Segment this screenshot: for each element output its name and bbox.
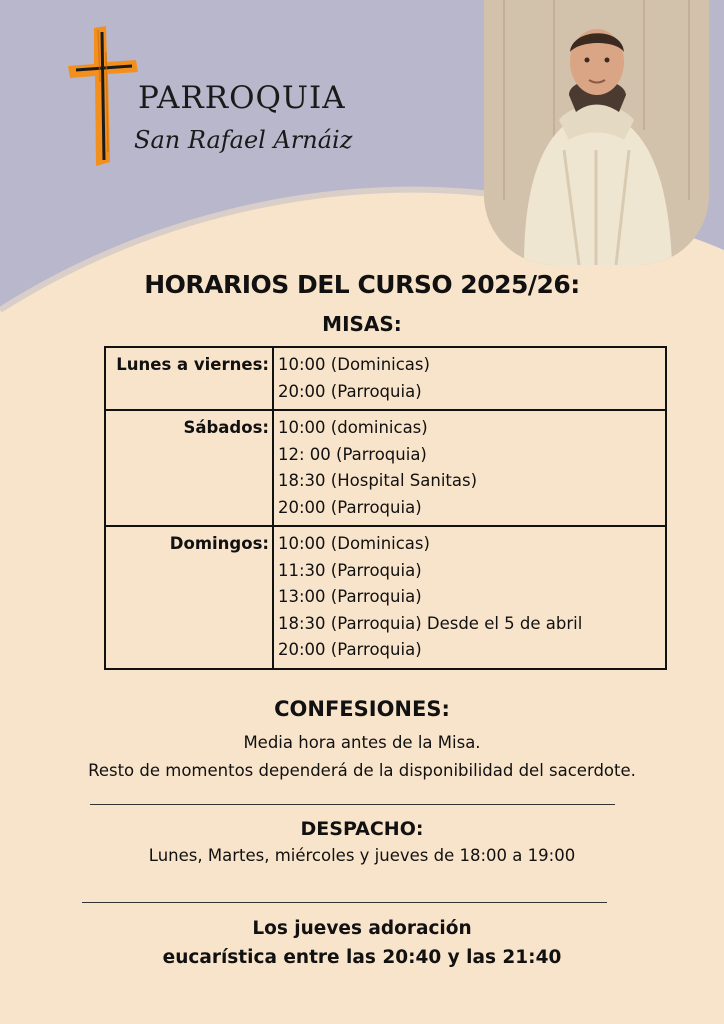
day-label: Lunes a viernes: [105, 347, 273, 410]
section-heading-misas: MISAS: [322, 312, 402, 336]
day-label: Sábados: [105, 410, 273, 526]
divider [90, 804, 615, 805]
day-label: Domingos: [105, 526, 273, 669]
table-row [105, 526, 666, 669]
despacho-hours: Lunes, Martes, miércoles y jueves de 18:00 a 19:00 [148, 846, 576, 865]
confesiones-line: Media hora antes de la Misa. [243, 733, 481, 752]
mass-schedule-table [104, 346, 667, 670]
adoracion-line: eucarística entre las 20:40 y las 21:40 [162, 947, 562, 968]
table-row [105, 410, 666, 526]
time-item: 18:30 (Hospital Sanitas) [278, 471, 478, 490]
page-title: HORARIOS DEL CURSO 2025/26: [144, 270, 580, 299]
time-item: 18:30 (Parroquia) Desde el 5 de abril [278, 613, 583, 633]
time-item: 10:00 (Dominicas) [278, 534, 430, 553]
time-item: 10:00 (Dominicas) [278, 355, 430, 374]
logo-title: PARROQUIA [138, 80, 346, 116]
adoracion-note [0, 914, 724, 972]
adoracion-line: Los jueves adoración [252, 918, 472, 939]
section-heading-confesiones: CONFESIONES: [274, 697, 450, 721]
logo-subtitle: San Rafael Arnáiz [134, 126, 353, 154]
time-item: 20:00 (Parroquia) [278, 497, 422, 517]
saint-portrait [484, 0, 709, 265]
confesiones-line: Resto de momentos dependerá de la disponibilidad del sacerdote. [88, 761, 636, 780]
time-item: 20:00 (Parroquia) [278, 381, 422, 401]
table-row [105, 347, 666, 410]
time-item: 12: 00 (Parroquia) [278, 444, 427, 464]
time-item: 13:00 (Parroquia) [278, 587, 422, 606]
time-item: 10:00 (dominicas) [278, 418, 428, 437]
time-item: 11:30 (Parroquia) [278, 560, 422, 580]
saint-portrait-icon [484, 0, 709, 265]
time-list [273, 347, 666, 410]
time-list [273, 526, 666, 669]
divider [82, 902, 607, 903]
time-list [273, 410, 666, 526]
time-item: 20:00 (Parroquia) [278, 640, 422, 659]
section-heading-despacho: DESPACHO: [300, 818, 424, 840]
